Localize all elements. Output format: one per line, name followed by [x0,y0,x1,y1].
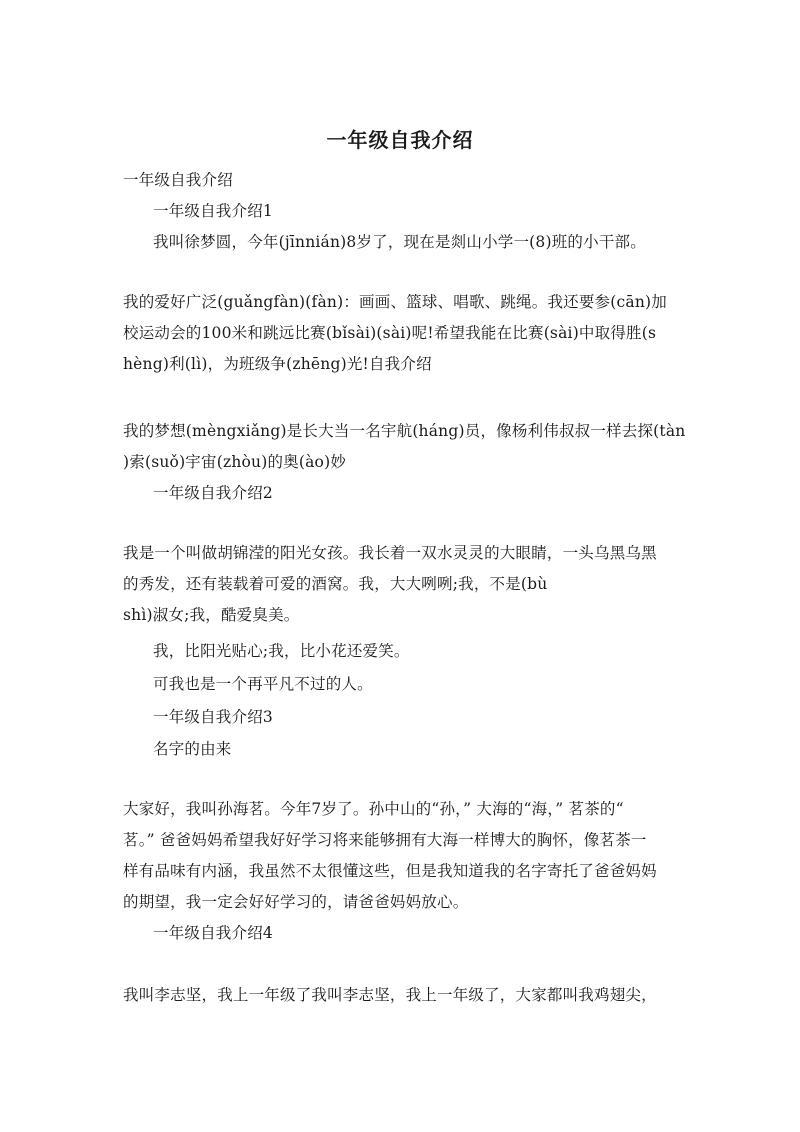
paragraph-line: 我叫李志坚，我上一年级了我叫李志坚，我上一年级了，大家都叫我鸡翅尖， [123,986,657,1004]
heading-line: 一年级自我介绍 [123,171,233,189]
section-heading-3: 一年级自我介绍3 [153,708,273,726]
section-heading-1: 一年级自我介绍1 [153,202,273,220]
paragraph-line: 校运动会的100米和跳远比赛(bǐsài)(sài)呢!希望我能在比赛(sài)中取得胜(s [123,324,657,342]
paragraph-line: )索(suǒ)宇宙(zhòu)的奥(ào)妙 [123,453,347,471]
paragraph-line: 可我也是一个再平凡不过的人。 [153,675,373,693]
paragraph-line: 样有品味有内涵，我虽然不太很懂这些，但是我知道我的名字寄托了爸爸妈妈 [123,862,657,880]
paragraph-line: 我叫徐梦圆，今年(jīnnián)8岁了，现在是剡山小学一(8)班的小干部。 [153,233,646,251]
paragraph-line: 我是一个叫做胡锦滢的阳光女孩。我长着一双水灵灵的大眼睛，一头乌黑乌黑 [123,544,657,562]
document-title: 一年级自我介绍 [326,128,474,152]
paragraph-line: hèng)利(lì)，为班级争(zhēng)光!自我介绍 [123,355,432,373]
paragraph-line: 的期望，我一定会好好学习的，请爸爸妈妈放心。 [123,893,469,911]
paragraph-line: 我的爱好广泛(guǎngfàn)(fàn)：画画、篮球、唱歌、跳绳。我还要参(cān)加 [123,293,667,311]
section-heading-4: 一年级自我介绍4 [153,924,273,942]
paragraph-line: 我，比阳光贴心;我，比小花还爱笑。 [153,642,410,660]
paragraph-line: 茗。” 爸爸妈妈希望我好好学习将来能够拥有大海一样博大的胸怀，像茗茶一 [123,831,647,849]
paragraph-line: 的秀发，还有装载着可爱的酒窝。我，大大咧咧;我，不是(bù [123,575,548,593]
section-heading-2: 一年级自我介绍2 [153,484,273,502]
paragraph-line: shì)淑女;我，酷爱臭美。 [123,606,300,624]
subheading: 名字的由来 [153,740,232,758]
paragraph-line: 大家好，我叫孙海茗。今年7岁了。孙中山的“孙，” 大海的“海，” 茗茶的“ [123,800,624,818]
paragraph-line: 我的梦想(mèngxiǎng)是长大当一名宇航(háng)员，像杨利伟叔叔一样去探(tàn [123,422,686,440]
